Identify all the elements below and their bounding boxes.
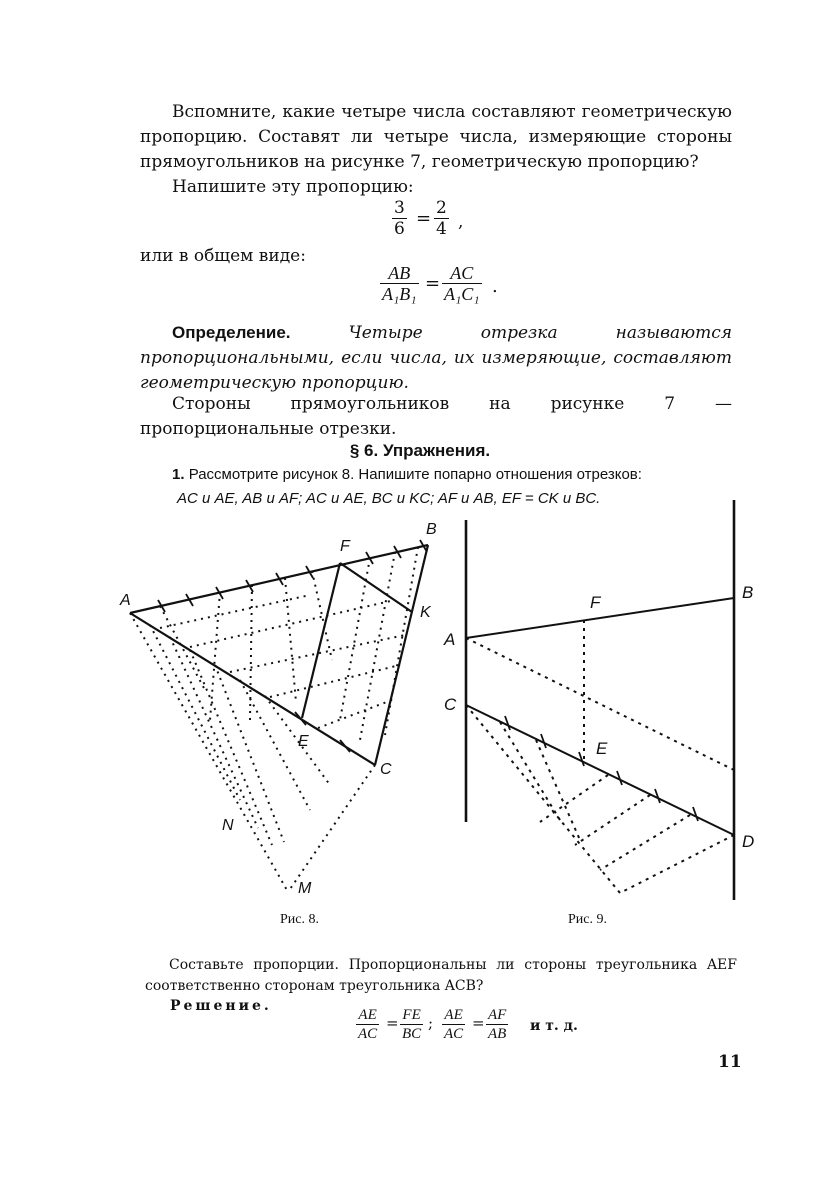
fig9-label-c: C: [444, 695, 457, 714]
fig9-segment-cd: [466, 705, 734, 835]
exercise-pairs: AC и AE, AB и AF; AC и AE, BC и KC; AF и AB, EF = CK и BC.: [177, 490, 601, 507]
denominator: A₁B₁: [382, 284, 417, 304]
fig8-construction-lines: [130, 547, 418, 892]
numerator: AB: [388, 263, 411, 283]
fig9-ticks: [505, 716, 698, 821]
numerator: AE: [444, 1007, 463, 1023]
fig8-label-e: E: [298, 733, 309, 750]
fig8-side-bc: [375, 545, 428, 765]
equals-sign: =: [416, 208, 432, 229]
equals-sign: =: [472, 1014, 485, 1032]
numerator: AE: [358, 1007, 377, 1023]
solution-fraction-af-ab: [486, 1006, 508, 1043]
equals-sign: =: [386, 1014, 399, 1032]
fig8-label-f: F: [340, 538, 350, 555]
definition-label: Определение.: [172, 323, 291, 342]
fig8-label-k: K: [420, 604, 431, 621]
figure8-caption: Рис. 8.: [280, 912, 319, 927]
fig8-label-n: N: [222, 817, 234, 834]
solution-fraction-fe-bc: [400, 1006, 423, 1043]
fig8-label-a: A: [120, 592, 131, 609]
numerator: FE: [402, 1007, 421, 1023]
fig8-side-ac: [130, 613, 375, 765]
numerator: 3: [394, 198, 405, 218]
page-number: 11: [718, 1052, 742, 1072]
denominator: AC: [444, 1026, 464, 1042]
figure9-caption: Рис. 9.: [568, 912, 607, 927]
denominator: AB: [488, 1026, 507, 1042]
figure-8: [119, 521, 437, 897]
fig8-label-c: C: [380, 761, 392, 778]
task-text: Составьте пропорции. Пропорциональны ли стороны треугольника AEF соответственно сторонам треугольника ACB?: [145, 957, 737, 994]
numerator: 2: [436, 198, 447, 218]
separator: ;: [428, 1014, 434, 1032]
solution-label: Решение.: [170, 998, 272, 1014]
fig9-label-d: D: [742, 832, 755, 851]
fig9-label-e: E: [596, 739, 608, 758]
denominator: BC: [402, 1026, 422, 1042]
exercise-instruction: Рассмотрите рисунок 8. Напишите попарно отношения отрезков:: [188, 466, 642, 483]
fig9-label-b: B: [742, 583, 754, 602]
solution-fraction-ae-ac: [356, 1006, 379, 1043]
denominator: 4: [436, 219, 447, 239]
figure-9: [443, 500, 754, 900]
solution-formulas: [356, 1006, 606, 1050]
denominator: 6: [394, 219, 405, 239]
denominator: A₁C₁: [444, 284, 480, 304]
general-form-label: или в общем виде:: [140, 246, 306, 266]
comma: ,: [458, 212, 464, 232]
fig8-segment-fe: [302, 563, 340, 718]
fig8-label-m: M: [298, 880, 312, 897]
numerator: AC: [450, 263, 474, 283]
solution-fraction-ae-ac-2: [442, 1006, 465, 1043]
period: .: [492, 276, 498, 297]
etc-text: и т. д.: [530, 1018, 578, 1034]
fig9-label-a: A: [444, 630, 456, 649]
numerator: AF: [488, 1007, 507, 1023]
definition-text: Четыре отрезка называются пропорциональными, если числа, их измеряющие, составляют геометрическую пропорцию.: [140, 323, 732, 393]
fig8-label-b: B: [426, 521, 437, 538]
paragraph-proportional-segments: Стороны прямоугольников на рисунке 7 — пропорциональные отрезки.: [140, 394, 732, 439]
exercise-number: 1.: [172, 466, 185, 483]
equals-sign: =: [425, 273, 441, 294]
paragraph-question: Вспомните, какие четыре числа составляют геометрическую пропорцию. Составят ли четыре числа, измеряющие стороны прямоугольников на рисунке 7, геометрическую пропорцию?: [140, 102, 732, 172]
section-title: § 6. Упражнения.: [349, 441, 491, 460]
fig9-label-f: F: [590, 593, 601, 612]
paragraph-write-proportion: Напишите эту пропорцию:: [172, 177, 414, 197]
denominator: AC: [358, 1026, 378, 1042]
